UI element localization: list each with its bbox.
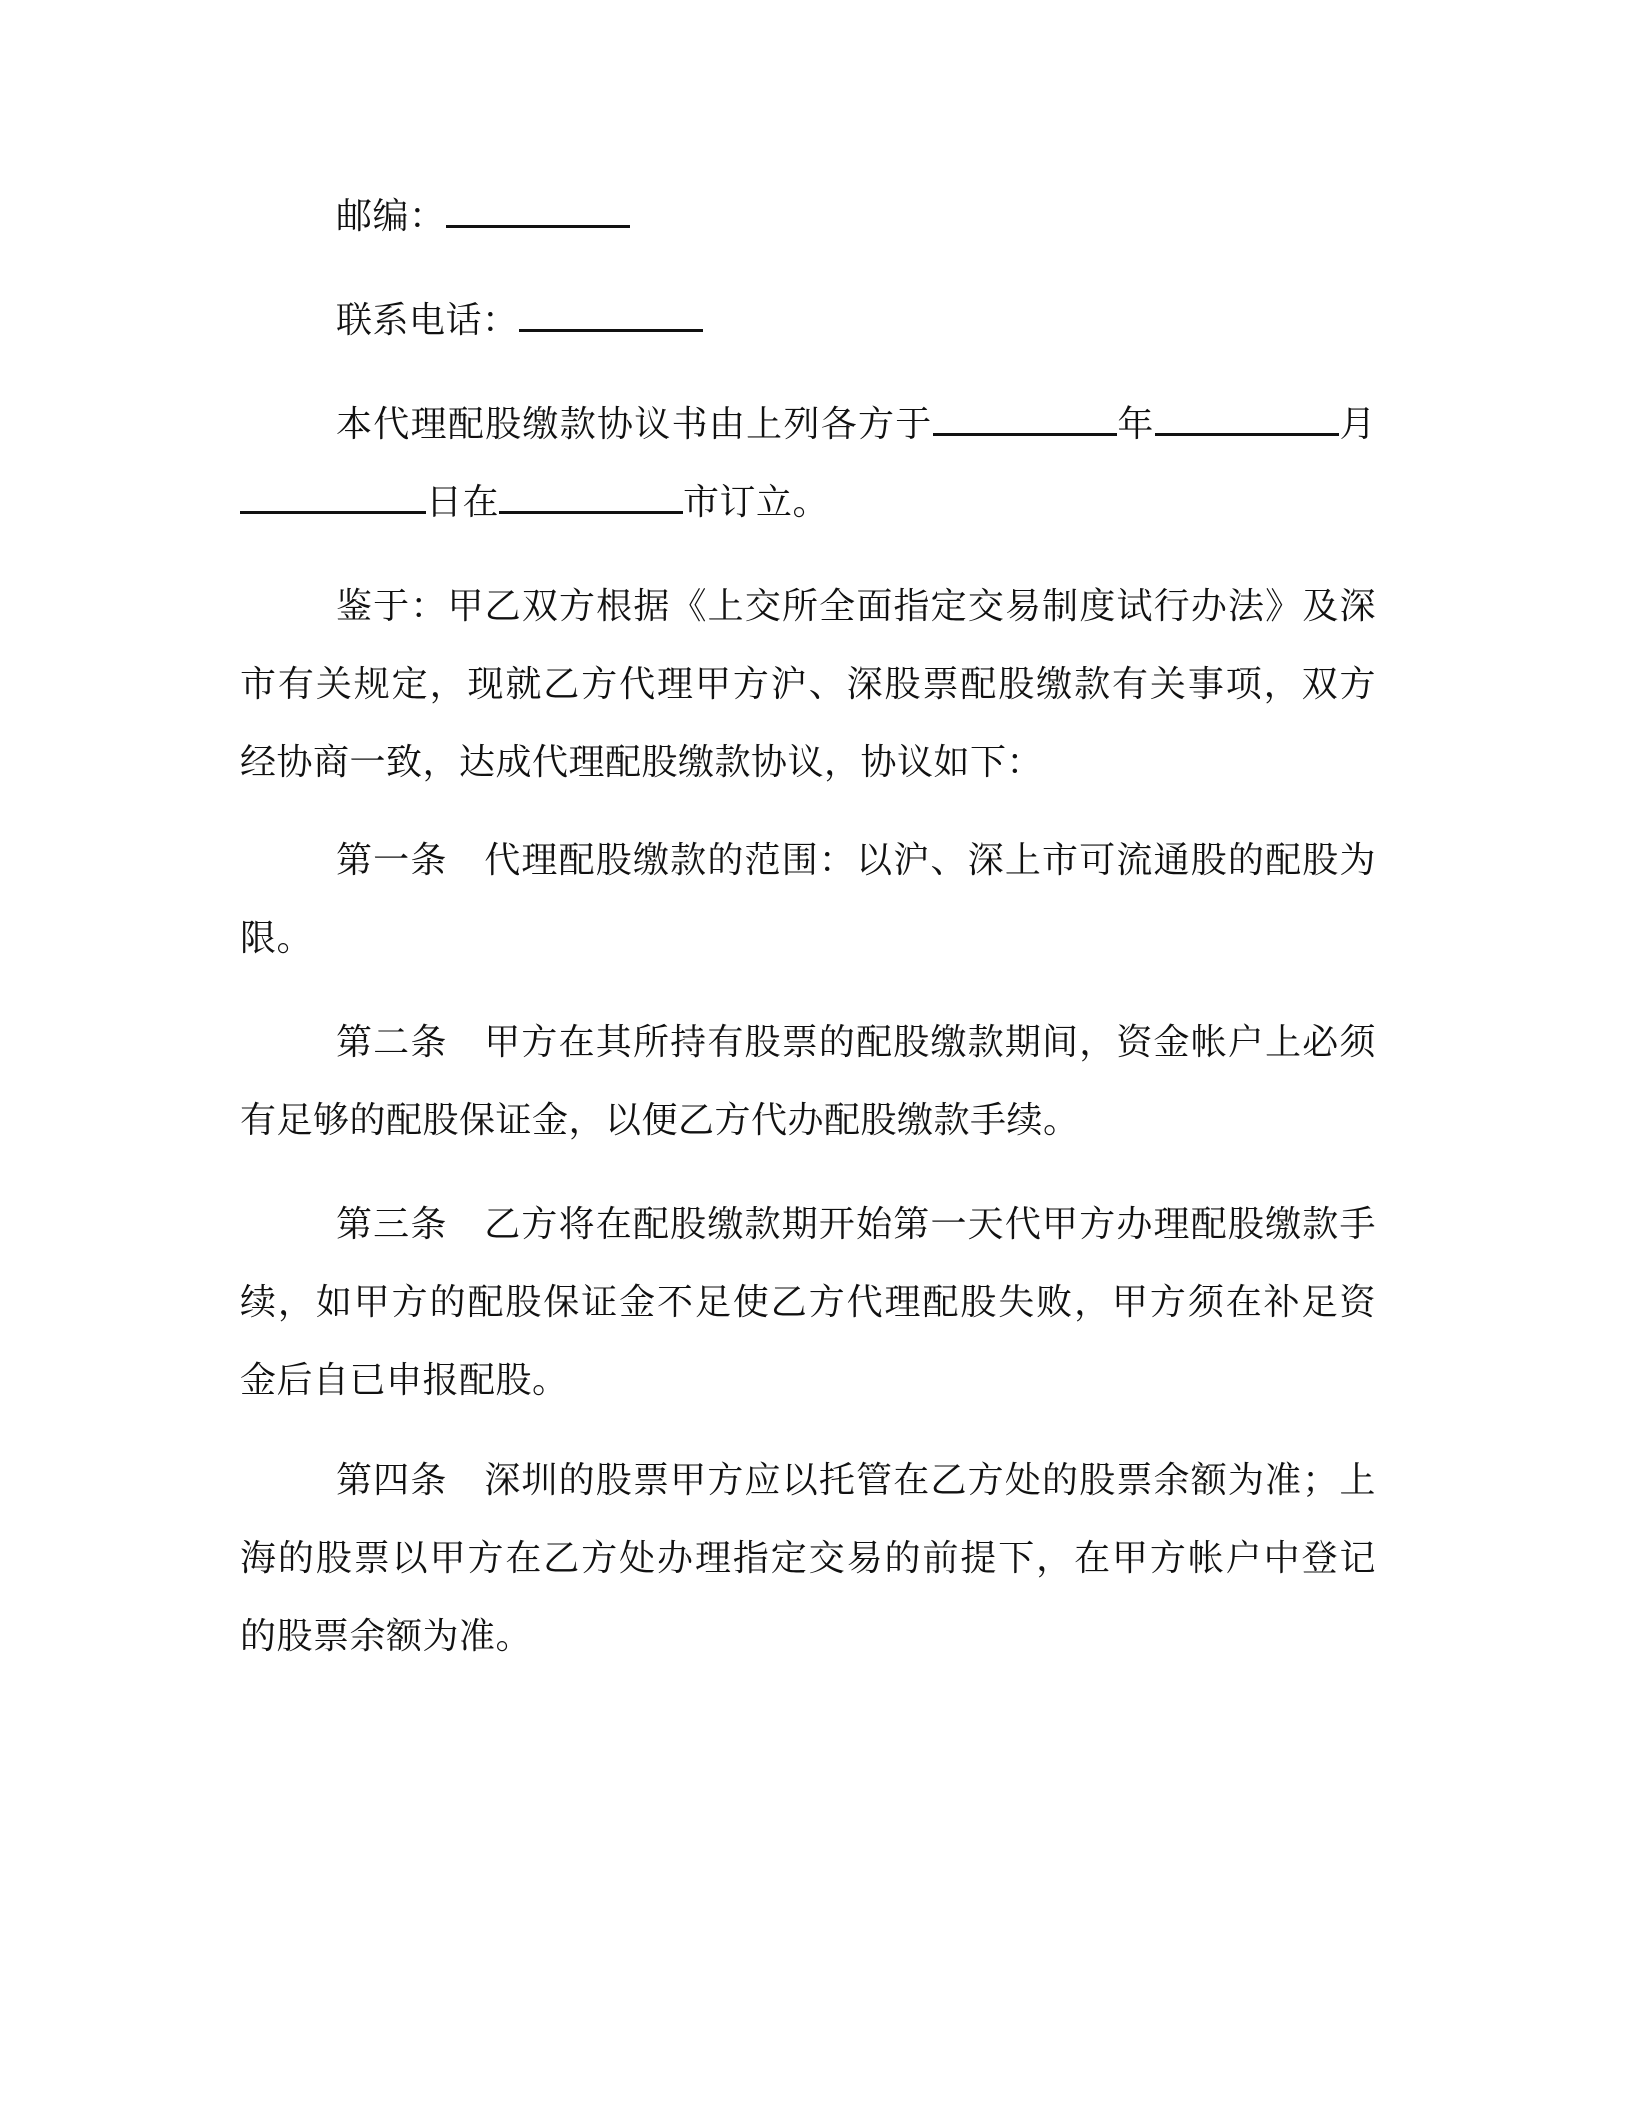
article-3-line-3: 金后自已申报配股。 [240,1360,569,1401]
article-3 [240,1186,1376,1420]
article-4-number: 第四条 [336,1460,448,1501]
phone-label: 联系电话： [336,300,519,341]
postcode-blank [446,197,630,228]
article-4 [240,1442,1376,1676]
article-3-number: 第三条 [336,1204,448,1245]
whereas-line-1: 鉴于：甲乙双方根据《上交所全面指定交易制度试行办法》及深 [336,586,1376,627]
year-blank [933,405,1117,436]
article-3-line-1: 乙方将在配股缴款期开始第一天代甲方办理配股缴款手 [483,1204,1376,1245]
whereas-paragraph [240,568,1376,802]
signing-day: 日在 [426,482,500,523]
postcode-label: 邮编： [336,196,446,237]
whereas-line-2: 市有关规定，现就乙方代理甲方沪、深股票配股缴款有关事项，双方 [240,664,1376,705]
signing-city: 市订立。 [683,482,830,523]
article-3-line-2: 续，如甲方的配股保证金不足使乙方代理配股失败，甲方须在补足资 [240,1282,1376,1323]
article-2 [240,1004,1376,1160]
article-2-number: 第二条 [336,1022,448,1063]
article-2-line-2: 有足够的配股保证金，以便乙方代办配股缴款手续。 [240,1100,1080,1141]
phone-field [240,282,1376,360]
article-4-line-2: 海的股票以甲方在乙方处办理指定交易的前提下，在甲方帐户中登记 [240,1538,1376,1579]
signing-year: 年 [1116,404,1155,445]
city-blank [499,483,683,514]
article-4-line-3: 的股票余额为准。 [240,1616,533,1657]
signing-prefix: 本代理配股缴款协议书由上列各方于 [336,404,933,445]
article-1-line-1: 代理配股缴款的范围：以沪、深上市可流通股的配股为 [483,840,1376,881]
day-blank [240,483,426,514]
whereas-line-3: 经协商一致，达成代理配股缴款协议，协议如下： [240,742,1044,783]
article-1 [240,822,1376,978]
article-1-number: 第一条 [336,840,448,881]
month-blank [1155,405,1339,436]
article-4-line-1: 深圳的股票甲方应以托管在乙方处的股票余额为准；上 [483,1460,1376,1501]
postcode-field [240,178,1376,256]
phone-blank [519,301,703,332]
article-2-line-1: 甲方在其所持有股票的配股缴款期间，资金帐户上必须 [483,1022,1376,1063]
signing-month: 月 [1338,404,1376,445]
signing-paragraph [240,386,1376,542]
article-1-line-2: 限。 [240,918,314,959]
